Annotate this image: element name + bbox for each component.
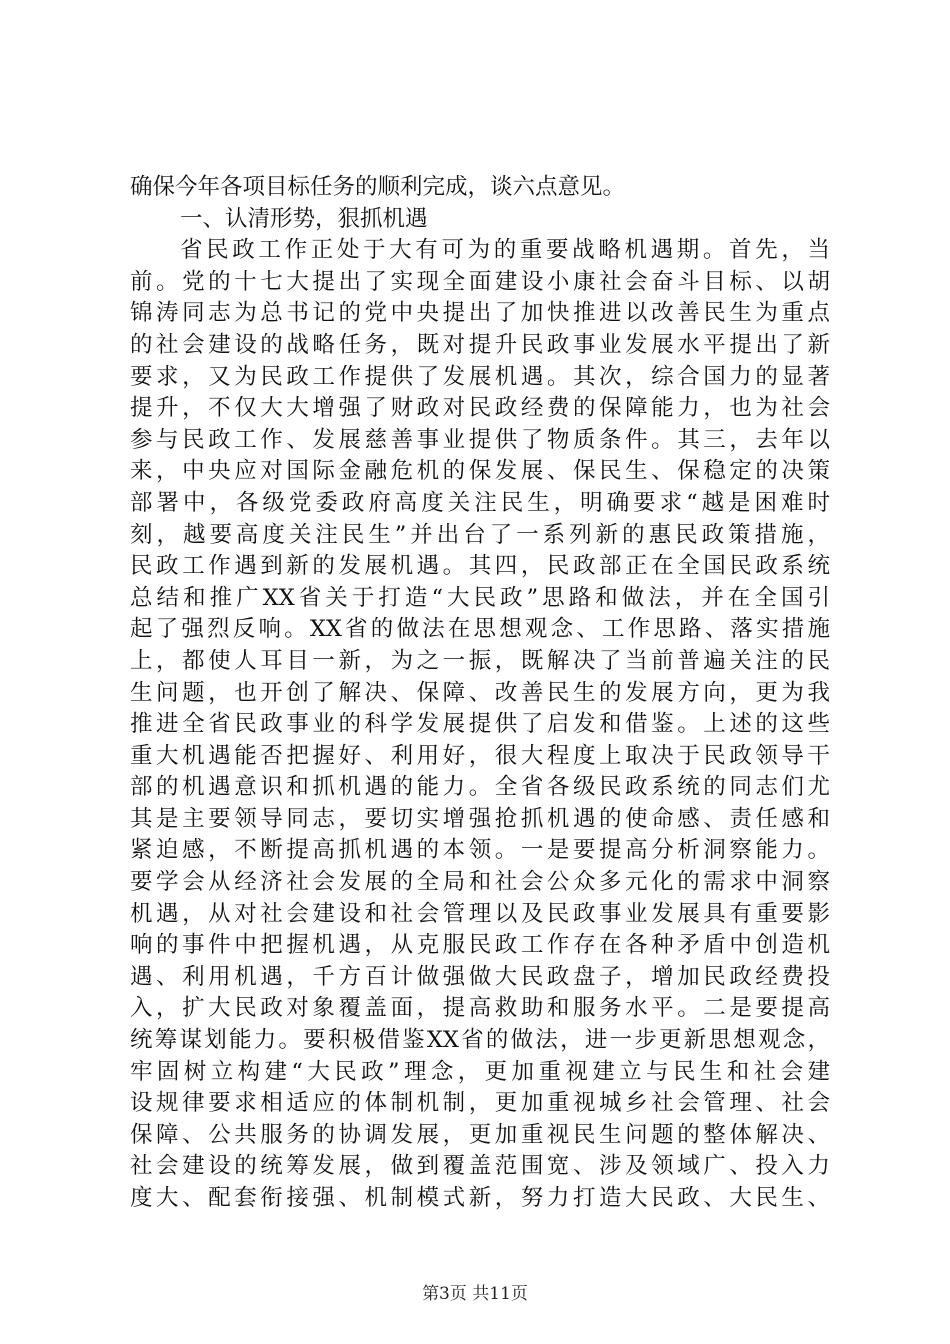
text-line: 生问题，也开创了解决、保障、改善民生的发展方向，更为我 [130,679,830,706]
text-line: 社会建设的统筹发展，做到覆盖范围宽、涉及领域广、投入力 [130,1153,830,1180]
text-line: 统筹谋划能力。要积极借鉴XX省的做法，进一步更新思想观念， [130,1027,830,1054]
text-line: 部署中，各级党委政府高度关注民生，明确要求“越是困难时 [130,489,830,516]
text-line: 部的机遇意识和抓机遇的能力。全省各级民政系统的同志们尤 [130,774,830,801]
text-line: 确保今年各项目标任务的顺利完成，谈六点意见。 [130,174,626,200]
text-line: 起了强烈反响。XX省的做法在思想观念、工作思路、落实措施 [130,616,830,643]
text-line: 牢固树立构建“大民政”理念，更加重视建立与民生和社会建 [130,1058,830,1085]
document-body [130,172,830,1215]
text-line: 紧迫感，不断提高抓机遇的本领。一是要提高分析洞察能力。 [130,837,830,864]
text-line: 的社会建设的战略任务，既对提升民政事业发展水平提出了新 [130,331,830,358]
text-line: 总结和推广XX省关于打造“大民政”思路和做法，并在全国引 [130,584,830,611]
text-line: 度大、配套衔接强、机制模式新，努力打造大民政、大民生、 [130,1185,830,1211]
text-line: 其是主要领导同志，要切实增强抢抓机遇的使命感、责任感和 [130,805,830,832]
text-line: 来，中央应对国际金融危机的保发展、保民生、保稳定的决策 [130,458,830,485]
text-line: 参与民政工作、发展慈善事业提供了物质条件。其三，去年以 [130,426,830,453]
text-line: 重大机遇能否把握好、利用好，很大程度上取决于民政领导干 [130,742,830,769]
text-line: 提升，不仅大大增强了财政对民政经费的保障能力，也为社会 [130,395,830,422]
text-line: 刻，越要高度关注民生”并出台了一系列新的惠民政策措施， [130,521,830,548]
section-heading: 一、认清形势，狠抓机遇 [180,205,428,232]
text-line: 机遇，从对社会建设和社会管理以及民政事业发展具有重要影 [130,900,830,927]
text-line: 前。党的十七大提出了实现全面建设小康社会奋斗目标、以胡 [130,268,830,295]
text-line: 入，扩大民政对象覆盖面，提高救助和服务水平。二是要提高 [130,995,830,1022]
text-line: 民政工作遇到新的发展机遇。其四，民政部正在全国民政系统 [130,553,830,580]
text-line: 保障、公共服务的协调发展，更加重视民生问题的整体解决、 [130,1121,830,1148]
text-line: 响的事件中把握机遇，从克服民政工作存在各种矛盾中创造机 [130,932,830,959]
text-line: 锦涛同志为总书记的党中央提出了加快推进以改善民生为重点 [130,300,830,327]
text-line: 省民政工作正处于大有可为的重要战略机遇期。首先，当 [180,237,830,264]
text-line: 设规律要求相适应的体制机制，更加重视城乡社会管理、社会 [130,1090,830,1117]
text-line: 推进全省民政事业的科学发展提供了启发和借鉴。上述的这些 [130,711,830,738]
text-line: 遇、利用机遇，千方百计做强做大民政盘子，增加民政经费投 [130,963,830,990]
text-line: 要学会从经济社会发展的全局和社会公众多元化的需求中洞察 [130,869,830,896]
text-line: 上，都使人耳目一新，为之一振，既解决了当前普遍关注的民 [130,647,830,674]
page-number-footer: 第3页 共11页 [422,1284,528,1304]
text-line: 要求，又为民政工作提供了发展机遇。其次，综合国力的显著 [130,363,830,390]
